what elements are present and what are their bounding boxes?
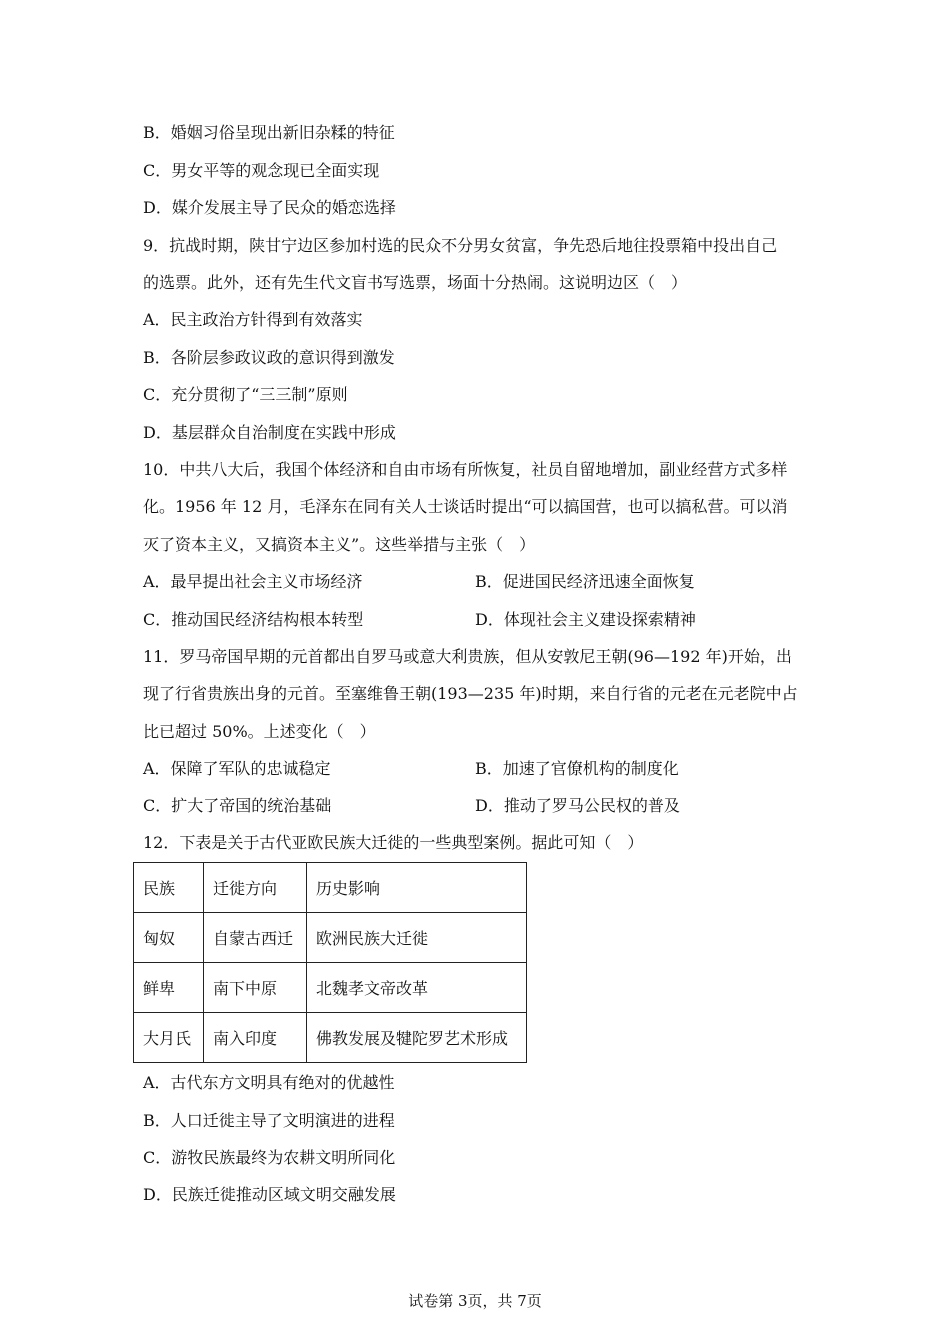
page-footer: 试卷第 3页，共 7页 [408, 1292, 542, 1310]
q8-option-d: D．媒介发展主导了民众的婚恋选择 [143, 198, 396, 217]
table-row [134, 1013, 527, 1063]
q9-option-d: D．基层群众自治制度在实践中形成 [143, 423, 396, 442]
q10-stem-line2: 化。1956 年 12 月，毛泽东在同有关人士谈话时提出“可以搞国营，也可以搞私营。可以消 [143, 497, 788, 516]
table-cell: 北魏孝文帝改革 [307, 963, 527, 1013]
q12-option-b: B．人口迁徙主导了文明演进的进程 [143, 1111, 395, 1130]
q9-stem-line2: 的选票。此外，还有先生代文盲书写选票，场面十分热闹。这说明边区（ ） [143, 273, 688, 292]
q10-option-c: C．推动国民经济结构根本转型 [143, 610, 364, 629]
q9-option-a: A．民主政治方针得到有效落实 [143, 310, 363, 329]
q10-stem-line1: 10．中共八大后，我国个体经济和自由市场有所恢复，社员自留地增加，副业经营方式多样 [143, 460, 788, 479]
table-cell: 匈奴 [134, 913, 204, 963]
q10-option-b: B．促进国民经济迅速全面恢复 [475, 572, 695, 591]
table-header-cell: 历史影响 [307, 863, 527, 913]
table-cell: 佛教发展及犍陀罗艺术形成 [307, 1013, 527, 1063]
q12-option-a: A．古代东方文明具有绝对的优越性 [143, 1073, 395, 1092]
table-cell: 鲜卑 [134, 963, 204, 1013]
q11-stem-line3: 比已超过 50%。上述变化（ ） [143, 722, 376, 741]
migration-table [133, 862, 527, 1063]
table-row [134, 963, 527, 1013]
q10-option-d: D．体现社会主义建设探索精神 [475, 610, 696, 629]
table-header-cell: 迁徙方向 [204, 863, 307, 913]
q12-stem: 12．下表是关于古代亚欧民族大迁徙的一些典型案例。据此可知（ ） [143, 833, 644, 852]
q11-option-c: C．扩大了帝国的统治基础 [143, 796, 332, 815]
q11-stem-line1: 11．罗马帝国早期的元首都出自罗马或意大利贵族，但从安敦尼王朝(96—192 年)开始，出 [143, 647, 792, 666]
q11-option-b: B．加速了官僚机构的制度化 [475, 759, 679, 778]
q8-option-b: B．婚姻习俗呈现出新旧杂糅的特征 [143, 123, 395, 142]
table-cell: 欧洲民族大迁徙 [307, 913, 527, 963]
q12-option-d: D．民族迁徙推动区域文明交融发展 [143, 1185, 396, 1204]
q11-option-a: A．保障了军队的忠诚稳定 [143, 759, 331, 778]
table-header-cell: 民族 [134, 863, 204, 913]
q9-option-c: C．充分贯彻了“三三制”原则 [143, 385, 348, 404]
q8-option-c: C．男女平等的观念现已全面实现 [143, 161, 380, 180]
q10-stem-line3: 灭了资本主义，又搞资本主义”。这些举措与主张（ ） [143, 535, 536, 554]
table-cell: 自蒙古西迁 [204, 913, 307, 963]
table-cell: 南入印度 [204, 1013, 307, 1063]
q11-option-d: D．推动了罗马公民权的普及 [475, 796, 680, 815]
q9-option-b: B．各阶层参政议政的意识得到激发 [143, 348, 395, 367]
table-row [134, 913, 527, 963]
q11-stem-line2: 现了行省贵族出身的元首。至塞维鲁王朝(193—235 年)时期，来自行省的元老在元老院中占 [143, 684, 798, 703]
q9-stem-line1: 9．抗战时期，陕甘宁边区参加村选的民众不分男女贫富，争先恐后地往投票箱中投出自己 [143, 236, 778, 255]
table-cell: 南下中原 [204, 963, 307, 1013]
q12-option-c: C．游牧民族最终为农耕文明所同化 [143, 1148, 396, 1167]
table-header-row [134, 863, 527, 913]
q10-option-a: A．最早提出社会主义市场经济 [143, 572, 363, 591]
table-cell: 大月氏 [134, 1013, 204, 1063]
